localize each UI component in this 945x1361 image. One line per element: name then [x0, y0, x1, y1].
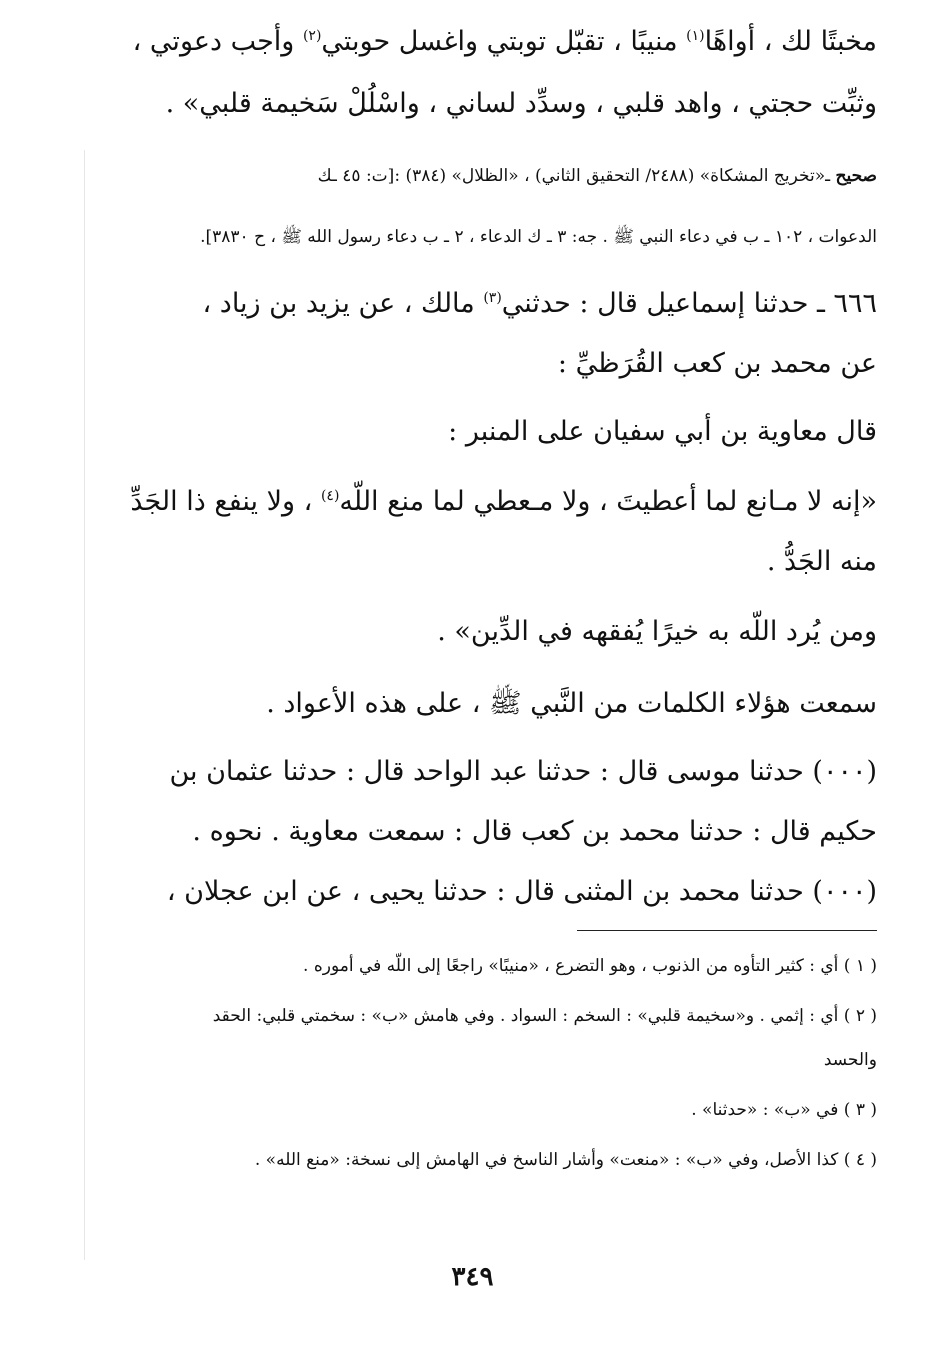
hadith-666-line-1: ٦٦٦ ـ حدثنا إسماعيل قال : حدثني$^{(٣)}$ مالك ، عن يزيد بن زياد ،: [202, 288, 877, 319]
footnote-1: ( ١ ) أي : كثير التأوه من الذنوب ، وهو التضرع ، «منيبًا» راجعًا إلى اللّه في أموره .: [303, 956, 877, 976]
footnote-ref-2[interactable]: (٢): [302, 28, 322, 44]
grading-line-1: صحيح ـ«تخريج المشكاة» (٢٤٨٨/ التحقيق الثاني) ، «الظلال» (٣٨٤) :[ت: ٤٥ ـك: [317, 166, 877, 186]
footnote-ref-3[interactable]: (٣): [483, 290, 502, 306]
supplication-line-1: مخبتًا لك ، أواهًا$^{(١)}$ منيبًا ، تقبّل توبتي واغسل حوبتي$^{(٢)}$ وأجب دعوتي ،: [132, 26, 877, 57]
hadith-666-line-2: عن محمد بن كعب القُرَظيِّ :: [557, 348, 877, 379]
musa-line-1: (٠٠٠) حدثنا موسى قال : حدثنا عبد الواحد قال : حدثنا عثمان بن: [169, 756, 877, 787]
footnote-divider: [577, 930, 877, 931]
footnote-2-line-1: ( ٢ ) أي : إثمي . و«سخيمة قلبي» : السخم : السواد . وفي هامش «ب» : سخمتي قلبي: الحقد: [212, 1006, 877, 1026]
supplication-line-2: وثبِّت حجتي ، واهد قلبي ، وسدِّد لساني ، واسْلُلْ سَخيمة قلبي» .: [165, 88, 877, 119]
grading-line-2: الدعوات ، ١٠٢ ـ ب في دعاء النبي ﷺ . جه: ٣ ـ ك الدعاء ، ٢ ـ ب دعاء رسول الله ﷺ ، ح ٣٨٣٠].: [200, 227, 877, 247]
muawiya-line: قال معاوية بن أبي سفيان على المنبر :: [448, 416, 877, 447]
quote-line-1: «إنه لا مـانع لما أعطيتَ ، ولا مـعطي لما منع اللّه$^{(٤)}$ ، ولا ينفع ذا الجَدِّ: [130, 486, 877, 517]
musa-line-2: حكيم قال : حدثنا محمد بن كعب قال : سمعت معاوية . نحوه .: [192, 816, 877, 847]
samitu-line: سمعت هؤلاء الكلمات من النَّبي ﷺ ، على هذه الأعواد .: [266, 688, 877, 719]
footnote-4: ( ٤ ) كذا الأصل، وفي «ب» : «منعت» وأشار الناسخ في الهامش إلى نسخة: «منع الله» .: [254, 1150, 877, 1170]
quote-line-2: منه الجَدُّ .: [766, 546, 877, 577]
footnote-ref-1[interactable]: (١): [686, 28, 705, 44]
grading-label: صحيح: [835, 166, 877, 186]
page-number: ٣٤٩: [451, 1262, 494, 1292]
footnote-3: ( ٣ ) في «ب» : «حدثنا» .: [691, 1100, 877, 1120]
footnote-2-line-2: والحسد: [823, 1050, 877, 1070]
muthanna-line: (٠٠٠) حدثنا محمد بن المثنى قال : حدثنا يحيى ، عن ابن عجلان ،: [166, 876, 877, 907]
footnote-ref-4[interactable]: (٤): [320, 488, 340, 504]
yurid-line: ومن يُرد اللّه به خيرًا يُفقهه في الدِّين» .: [437, 616, 877, 647]
